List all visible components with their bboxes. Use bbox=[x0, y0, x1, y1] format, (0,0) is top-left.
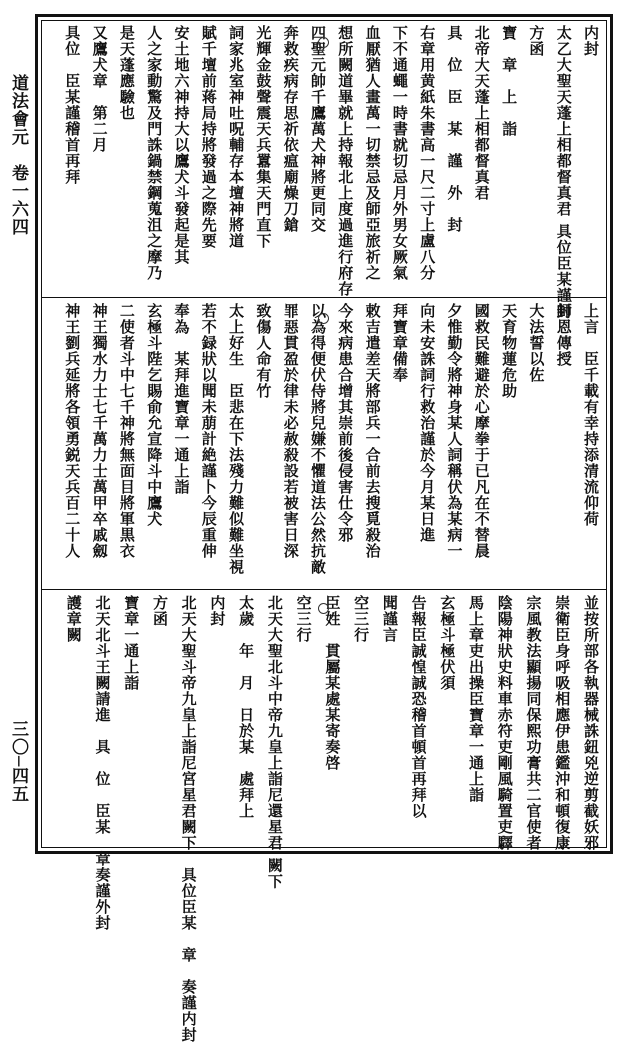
text-column: 崇衛臣身呼吸相應伊患鑑沖和頓復康 bbox=[553, 595, 572, 851]
band-divider bbox=[42, 589, 606, 590]
text-column: 並按所部各執器械誅鈕兇逆剪截妖邪 bbox=[582, 595, 600, 851]
text-column: 詞家兆室神吐呪輔存本壇神將道 bbox=[227, 25, 246, 249]
text-column: 内封 bbox=[582, 25, 600, 57]
text-column: 右章用黄紙朱書高一尺二寸上盧八分 bbox=[418, 25, 437, 281]
text-column: 空三行 bbox=[352, 595, 371, 643]
text-column: 師恩傳授 bbox=[554, 303, 573, 367]
text-column: 上言 臣千載有幸持添清流仰荷 bbox=[582, 303, 600, 527]
text-column: 神王劉兵延將各領勇鋭天兵百二十人 bbox=[63, 303, 82, 559]
text-column: 奉為 某拜進寶章一通上詣 bbox=[172, 303, 191, 495]
text-column: 北帝大天蓬上相都督真君 bbox=[472, 25, 491, 201]
text-column: 神王獨水力士七千萬力士萬甲卒戚劔 bbox=[90, 303, 109, 559]
text-column: 聞謹言 bbox=[380, 595, 399, 643]
text-column: 又鷹犬章 第二月 bbox=[90, 25, 109, 153]
text-column: 北天北斗王闕請進 具 位 臣某 章奏謹外封 bbox=[93, 595, 112, 931]
text-column: 宗風教法顯揚同保熙功膏共二官使者 bbox=[524, 595, 543, 851]
text-column: 人之家動驚及門誅鍋禁鋼蒐沮之摩乃 bbox=[145, 25, 164, 281]
text-column: 内封 bbox=[208, 595, 227, 627]
text-column: 馬上章吏出操臣寶章一通上詣 bbox=[467, 595, 486, 803]
text-band-lower bbox=[42, 595, 606, 1043]
text-column: 太歲 年 月 日於某 處拜上 bbox=[237, 595, 256, 819]
text-column: 寶 章 上 詣 bbox=[500, 25, 519, 137]
text-column: 血厭猶人畫萬一切禁忌及師亞旅祈之 bbox=[363, 25, 382, 281]
text-column: 天育物蓮危助 bbox=[500, 303, 519, 399]
text-band-upper bbox=[42, 25, 606, 320]
text-column: 太上好生 臣悲在下法殘力難似難坐視 bbox=[227, 303, 246, 575]
text-column: 若不録狀以聞未萠計絶謹卜今辰重伸 bbox=[199, 303, 218, 559]
text-area bbox=[41, 20, 607, 1043]
text-column: 下不通蠅一時書就切忌月外男女厥氣 bbox=[390, 25, 409, 281]
page-number: 三〇─四五 bbox=[8, 720, 28, 804]
text-column: 是天蓬應驗也 bbox=[117, 25, 136, 121]
text-column: 致傷人命有竹 bbox=[254, 303, 273, 399]
text-column: 北天大聖斗帝九皇上詣尼宮星君闕下 具位臣某 章 奏謹内封 bbox=[179, 595, 198, 1043]
text-column: 太乙大聖天蓬上相都督真君 具位臣某謹封 bbox=[554, 25, 573, 320]
circle-mark-icon bbox=[318, 603, 329, 614]
circle-mark-icon bbox=[318, 37, 329, 48]
text-column: 想所闕道畢就上持報北上度過進行府存 bbox=[336, 25, 355, 297]
text-column: 大法誓以佐 bbox=[527, 303, 546, 383]
text-column: 夕惟勤令將神身某人詞稱伏為某病一 bbox=[445, 303, 464, 559]
text-column: 寶章一通上詣 bbox=[122, 595, 141, 691]
text-column: 玄極斗陛乞賜俞允宣降斗中鷹犬 bbox=[145, 303, 164, 527]
text-column: 玄極斗極伏須 bbox=[438, 595, 457, 691]
text-band-middle bbox=[42, 303, 606, 585]
text-column: 國救民難避於心摩拳于已凡在不替晨 bbox=[472, 303, 491, 559]
text-column: 向未安誅詞行救治謹於今月某日進 bbox=[418, 303, 437, 543]
text-column: 具位 臣某謹稽首再拜 bbox=[63, 25, 82, 185]
text-column: 北天大聖北斗中帝九皇上詣尼還星君 闕下 bbox=[265, 595, 284, 890]
text-column: 安土地六神持大以鷹犬斗發起是其 bbox=[172, 25, 191, 265]
circle-mark-icon bbox=[318, 313, 329, 324]
text-column: 方函 bbox=[150, 595, 169, 627]
text-column: 陰陽神狀史料車赤符吏剛風騎置吏驛 bbox=[495, 595, 514, 851]
band-divider bbox=[42, 297, 606, 298]
text-column: 四聖元帥千鷹萬犬神將更同交 bbox=[309, 25, 327, 233]
text-column: 賦千壇前蒋局持將發過之際先要 bbox=[199, 25, 218, 249]
text-column: 空三行 bbox=[294, 595, 313, 643]
text-column: 罪惡貫盈於律未必赦殺設若被害日深 bbox=[281, 303, 300, 559]
text-column: 光輝金鼓聲震天兵囂集天門直下 bbox=[254, 25, 273, 249]
text-column: 奔救疾病存思祈依瘟廟燥刀鎗 bbox=[281, 25, 300, 233]
text-column: 二使者斗中七千神將無面目將軍黒衣 bbox=[117, 303, 136, 559]
text-column: 以為得便伏侍將兒嫌不懼道法公然抗敵 bbox=[309, 303, 327, 575]
text-column: 方函 bbox=[527, 25, 546, 57]
text-column: 護章闕 bbox=[64, 595, 83, 643]
book-title: 道法會元 卷一六四 bbox=[8, 74, 28, 236]
text-column: 今來病患合增其崇前後侵害仕令邪 bbox=[336, 303, 355, 543]
text-column: 敕吉遣差天將部兵一合前去搜覓殺治 bbox=[363, 303, 382, 559]
text-column: 具 位 臣 某 謹 外 封 bbox=[445, 25, 464, 233]
text-column: 臣姓 貫屬某處某寄奏啓 bbox=[323, 595, 342, 771]
text-column: 告報臣誠惶誠恐稽首頓首再拜以 bbox=[409, 595, 428, 819]
text-column: 拜寶章備奉 bbox=[390, 303, 409, 383]
